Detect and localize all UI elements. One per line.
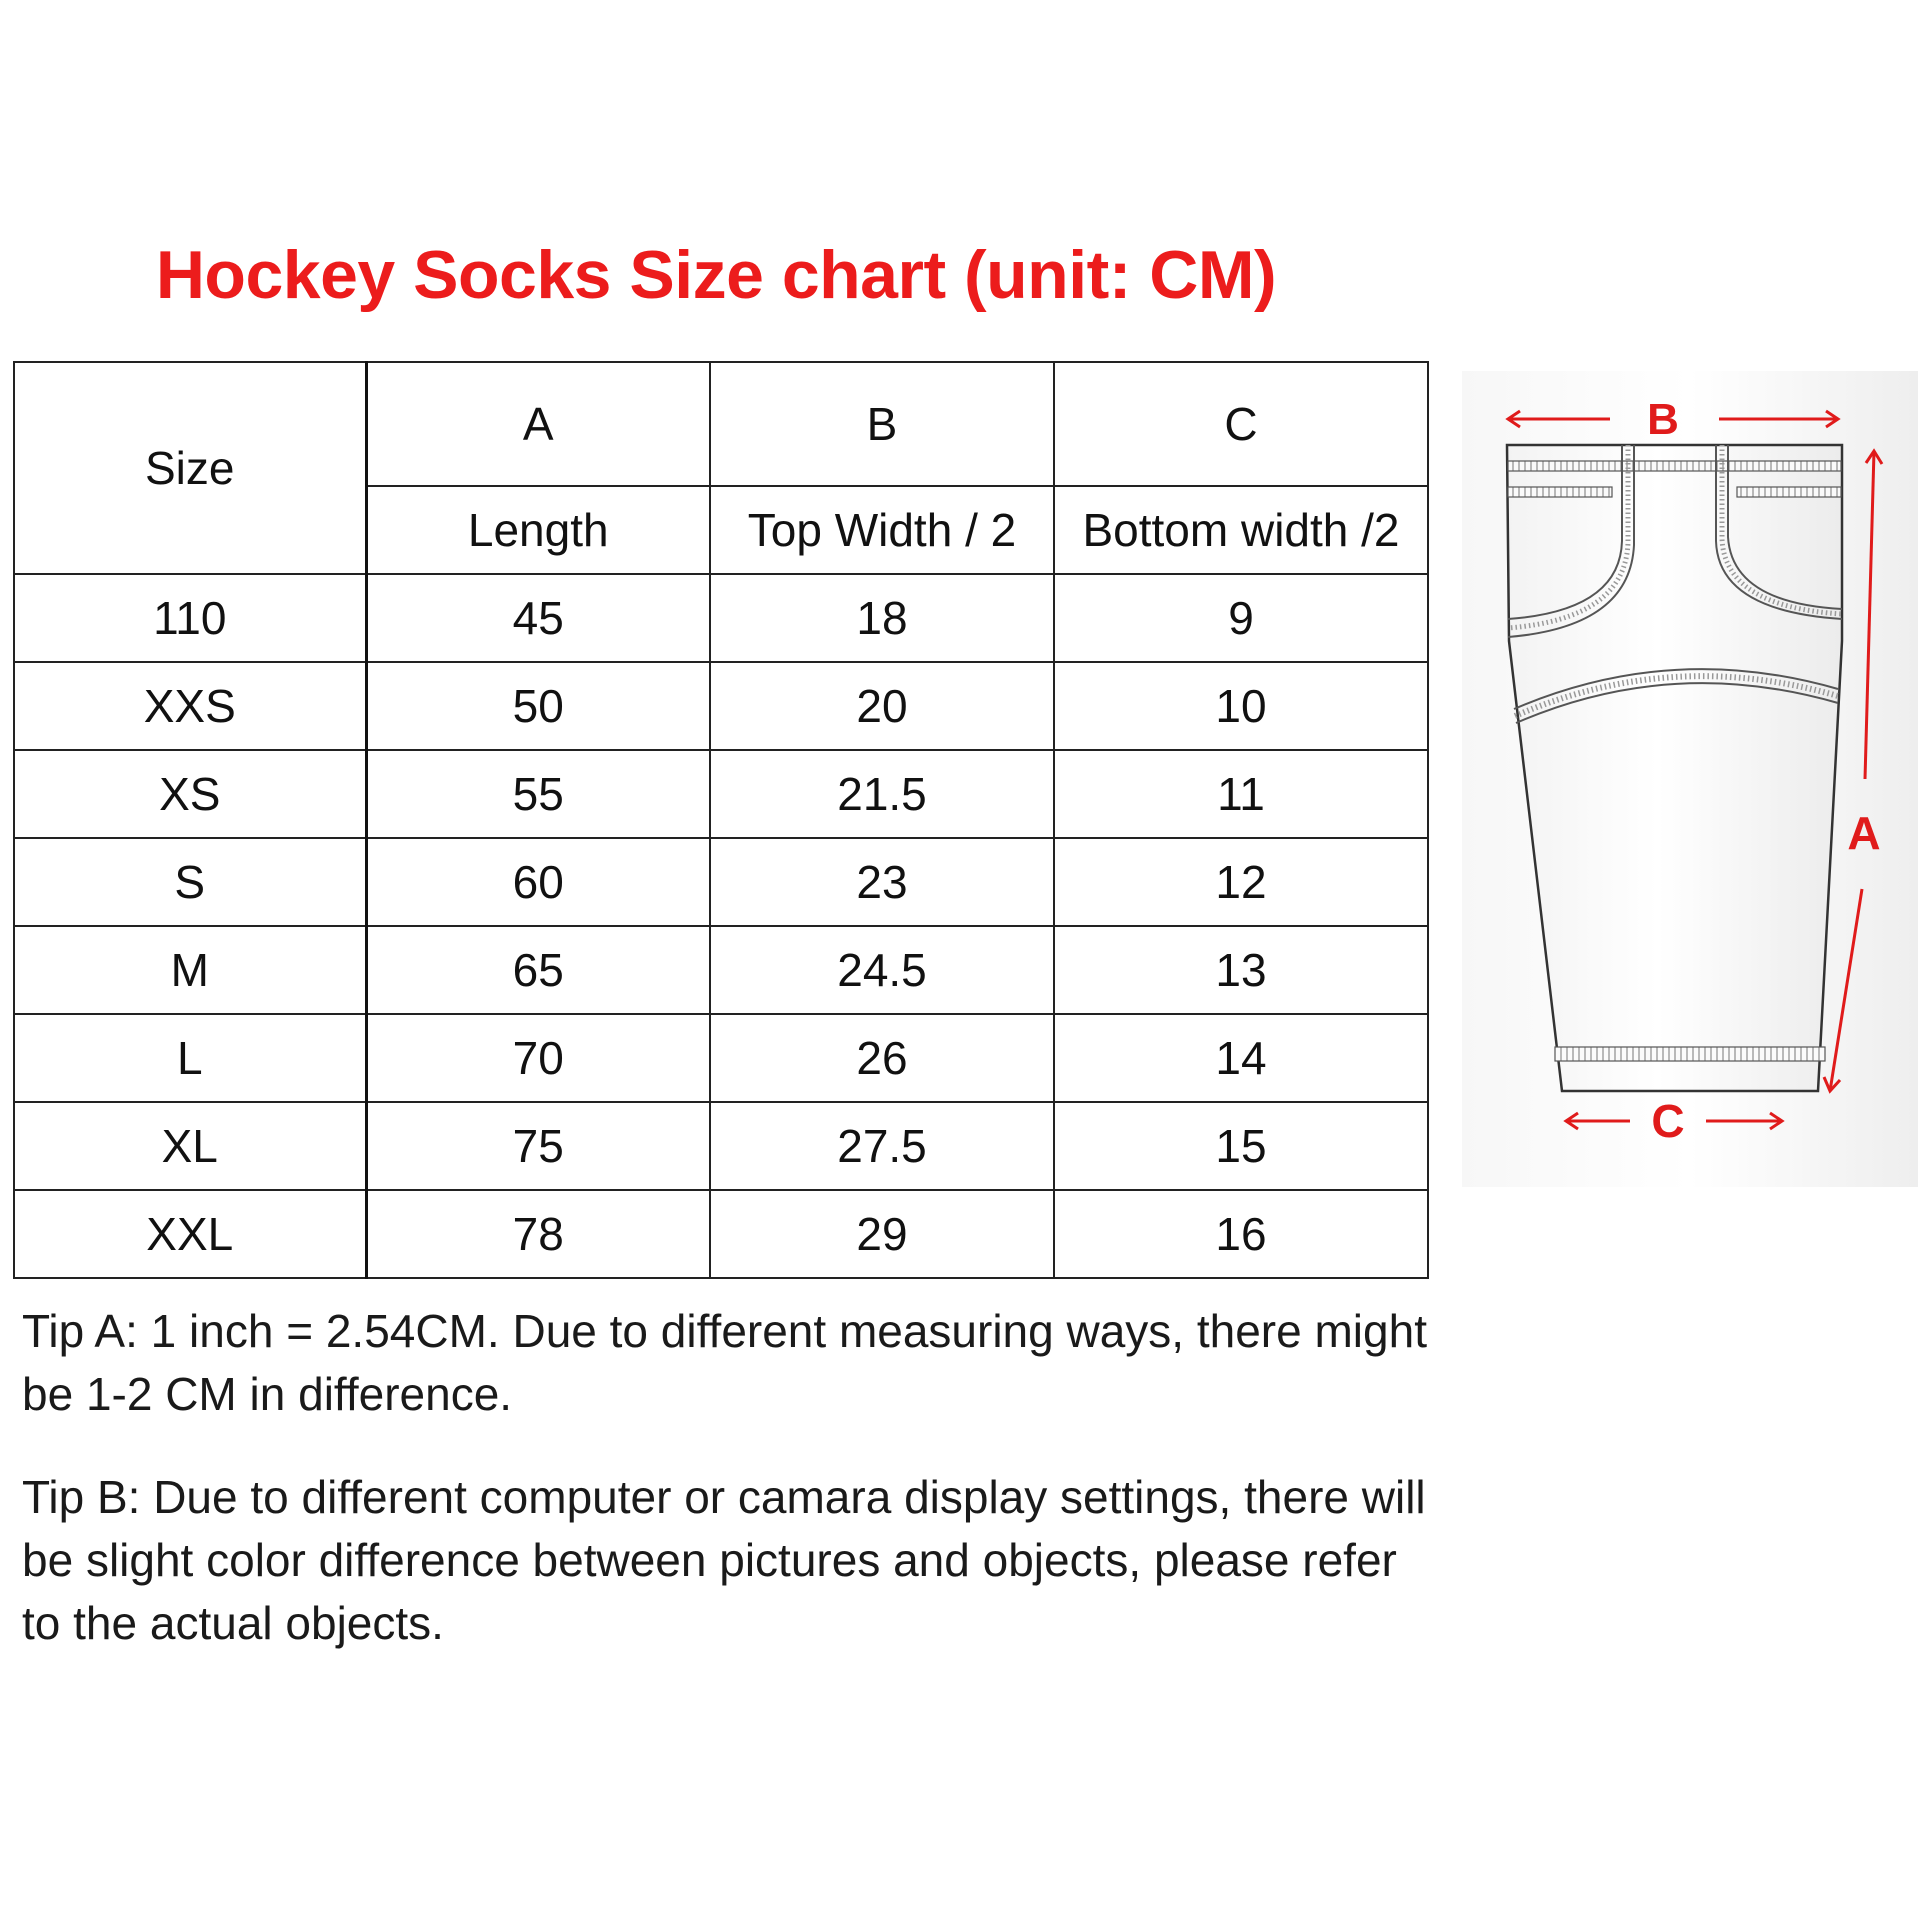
bottom-width-cell: 10 <box>1054 662 1428 750</box>
top-width-cell: 24.5 <box>710 926 1054 1014</box>
column-c-label: Bottom width /2 <box>1054 486 1428 574</box>
length-cell: 60 <box>366 838 710 926</box>
size-cell: L <box>14 1014 366 1102</box>
top-width-cell: 29 <box>710 1190 1054 1278</box>
top-width-cell: 20 <box>710 662 1054 750</box>
chart-title: Hockey Socks Size chart (unit: CM) <box>155 237 1277 313</box>
top-width-cell: 18 <box>710 574 1054 662</box>
column-a-letter: A <box>366 362 710 486</box>
size-header: Size <box>14 362 366 574</box>
label-b: B <box>1647 395 1679 444</box>
length-cell: 70 <box>366 1014 710 1102</box>
top-cuff-band-left <box>1508 487 1612 497</box>
header-row-letters <box>14 362 1428 486</box>
bottom-width-cell: 11 <box>1054 750 1428 838</box>
size-cell: 110 <box>14 574 366 662</box>
sock-outline <box>1507 445 1842 1091</box>
table-row <box>14 750 1428 838</box>
tip-a: Tip A: 1 inch = 2.54CM. Due to different measuring ways, there might be 1-2 CM in difference. <box>22 1305 1427 1420</box>
column-a-label: Length <box>366 486 710 574</box>
top-width-cell: 23 <box>710 838 1054 926</box>
label-a: A <box>1847 807 1881 859</box>
size-table <box>13 361 1429 1279</box>
column-b-label: Top Width / 2 <box>710 486 1054 574</box>
sock-measurement-diagram <box>1462 371 1918 1187</box>
top-width-cell: 27.5 <box>710 1102 1054 1190</box>
top-width-cell: 26 <box>710 1014 1054 1102</box>
column-c-letter: C <box>1054 362 1428 486</box>
column-b-letter: B <box>710 362 1054 486</box>
length-cell: 65 <box>366 926 710 1014</box>
size-cell: XXS <box>14 662 366 750</box>
length-cell: 55 <box>366 750 710 838</box>
top-cuff-band-right <box>1737 487 1841 497</box>
label-c: C <box>1651 1095 1685 1147</box>
length-cell: 50 <box>366 662 710 750</box>
table-row <box>14 838 1428 926</box>
bottom-width-cell: 9 <box>1054 574 1428 662</box>
bottom-width-cell: 15 <box>1054 1102 1428 1190</box>
tip-b: Tip B: Due to different computer or camara display settings, there will be slight color difference between pictures and objects, please refer to the actual objects. <box>22 1471 1426 1649</box>
length-cell: 75 <box>366 1102 710 1190</box>
table-row <box>14 1190 1428 1278</box>
length-cell: 45 <box>366 574 710 662</box>
table-row <box>14 926 1428 1014</box>
bottom-width-cell: 16 <box>1054 1190 1428 1278</box>
size-cell: XL <box>14 1102 366 1190</box>
top-width-cell: 21.5 <box>710 750 1054 838</box>
bottom-width-cell: 13 <box>1054 926 1428 1014</box>
size-cell: XXL <box>14 1190 366 1278</box>
tips-section <box>22 1300 1442 1695</box>
table-row <box>14 574 1428 662</box>
bottom-width-cell: 12 <box>1054 838 1428 926</box>
table-row <box>14 1102 1428 1190</box>
top-cuff-band <box>1508 461 1841 471</box>
size-cell: XS <box>14 750 366 838</box>
length-cell: 78 <box>366 1190 710 1278</box>
table-row <box>14 1014 1428 1102</box>
size-cell: S <box>14 838 366 926</box>
size-cell: M <box>14 926 366 1014</box>
bottom-width-cell: 14 <box>1054 1014 1428 1102</box>
bottom-cuff-band <box>1555 1047 1825 1061</box>
table-row <box>14 662 1428 750</box>
